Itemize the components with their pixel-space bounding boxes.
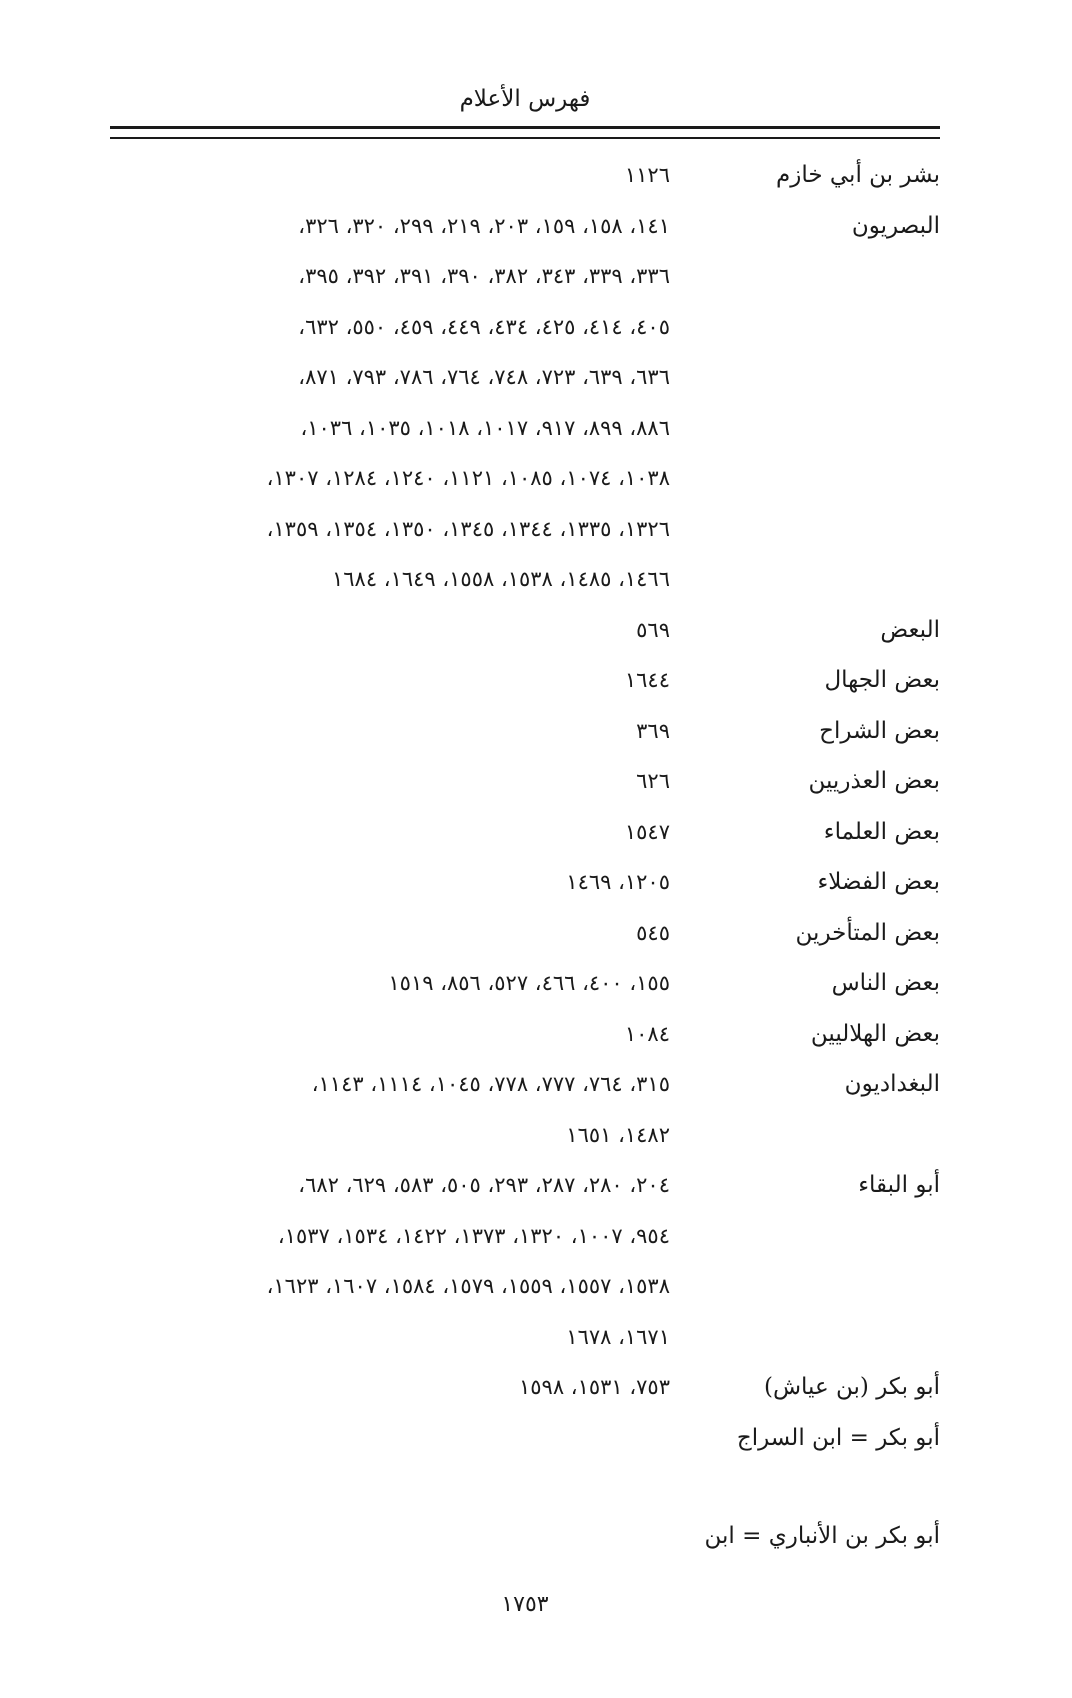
header-rule-thin	[110, 137, 940, 139]
entry-page-refs	[110, 857, 670, 908]
page-ref-line: ١٠٨٤	[624, 1021, 670, 1046]
index-entry	[110, 1059, 940, 1160]
entry-page-refs	[110, 1059, 670, 1160]
entry-page-refs	[110, 1009, 670, 1060]
entry-name: بعض الشراح	[819, 717, 940, 744]
page-ref-line: ٣٦٩	[636, 718, 670, 743]
entry-page-refs	[110, 1160, 670, 1362]
entry-name: بعض الهلاليين	[810, 1020, 940, 1047]
index-entry	[110, 150, 940, 201]
index-entry	[110, 605, 940, 656]
page-ref-line: ١٥٤٧	[624, 819, 670, 844]
page-ref-line: ٩٥٤، ١٠٠٧، ١٣٢٠، ١٣٧٣، ١٤٢٢، ١٥٣٤، ١٥٣٧،	[277, 1223, 670, 1248]
index-entry	[110, 1362, 940, 1413]
entry-name: أبو البقاء	[858, 1172, 940, 1198]
page-ref-line: ١٢٠٥، ١٤٦٩	[566, 870, 670, 894]
entry-page-refs	[110, 201, 670, 605]
page-ref-line: ٦٣٦، ٦٣٩، ٧٢٣، ٧٤٨، ٧٦٤، ٧٨٦، ٧٩٣، ٨٧١،	[298, 365, 670, 389]
running-head: فهرس الأعلام	[459, 86, 591, 112]
index-entry	[110, 706, 940, 757]
page-ref-line: ١١٢٦	[624, 163, 670, 187]
entry-name: بعض المتأخرين	[795, 919, 940, 946]
page-ref-line: ١٤٨٢، ١٦٥١	[566, 1122, 670, 1147]
entry-name: البعض	[880, 616, 940, 643]
index-entry	[110, 1009, 940, 1060]
page-ref-line: ٢٠٤، ٢٨٠، ٢٨٧، ٢٩٣، ٥٠٥، ٥٨٣، ٦٢٩، ٦٨٢،	[298, 1173, 670, 1197]
entry-name: البغداديون	[844, 1071, 940, 1097]
index-entry	[110, 201, 940, 605]
header-rule-thick	[110, 126, 940, 129]
entry-name: أبو بكر (بن عياش)	[763, 1374, 940, 1400]
entry-name: بعض الناس	[831, 970, 940, 996]
page-ref-line	[110, 1511, 670, 1562]
index-entry	[110, 756, 940, 807]
index-entry	[110, 1413, 940, 1464]
page-ref-line: ١٦٧١، ١٦٧٨	[566, 1324, 670, 1349]
page-ref-line: ٣٣٦، ٣٣٩، ٣٤٣، ٣٨٢، ٣٩٠، ٣٩١، ٣٩٢، ٣٩٥،	[298, 264, 670, 288]
page-ref-line: ٥٦٩	[636, 617, 670, 642]
page-ref-line: ١٤١، ١٥٨، ١٥٩، ٢٠٣، ٢١٩، ٢٩٩، ٣٢٠، ٣٢٦،	[298, 213, 670, 238]
index-of-names	[110, 150, 940, 1562]
index-entry	[110, 1160, 940, 1362]
index-entry	[110, 958, 940, 1009]
entry-page-refs	[110, 706, 670, 757]
entry-page-refs	[110, 1511, 670, 1562]
page-ref-line: ٧٥٣، ١٥٣١، ١٥٩٨	[519, 1375, 670, 1399]
page-ref-line: ٨٨٦، ٨٩٩، ٩١٧، ١٠١٧، ١٠١٨، ١٠٣٥، ١٠٣٦،	[300, 415, 670, 440]
entry-name: أبو بكر بن الأنباري = ابن	[704, 1523, 940, 1549]
entry-page-refs	[110, 1362, 670, 1413]
index-entry	[110, 807, 940, 858]
page-ref-line: ١٥٥، ٤٠٠، ٤٦٦، ٥٢٧، ٨٥٦، ١٥١٩	[388, 971, 670, 995]
entry-name: بعض العذريين	[808, 768, 940, 794]
page-ref-line: ١٦٤٤	[624, 668, 670, 692]
entry-page-refs	[110, 1413, 670, 1464]
entry-page-refs	[110, 807, 670, 858]
index-entry	[110, 908, 940, 959]
page-ref-line: ١٤٦٦، ١٤٨٥، ١٥٣٨، ١٥٥٨، ١٦٤٩، ١٦٨٤	[331, 567, 670, 591]
entry-page-refs	[110, 150, 670, 201]
entry-name: بعض العلماء	[823, 818, 940, 845]
entry-name: بعض الفضلاء	[817, 869, 940, 895]
page-ref-line: ١٣٢٦، ١٣٣٥، ١٣٤٤، ١٣٤٥، ١٣٥٠، ١٣٥٤، ١٣٥٩،	[266, 516, 670, 541]
entry-page-refs	[110, 908, 670, 959]
page-ref-line	[110, 1413, 670, 1464]
index-entry	[110, 857, 940, 908]
page-number: ١٧٥٣	[501, 1592, 549, 1617]
page-ref-line: ٤٠٥، ٤١٤، ٤٢٥، ٤٣٤، ٤٤٩، ٤٥٩، ٥٥٠، ٦٣٢،	[298, 314, 670, 339]
entry-name: بشر بن أبي خازم	[776, 162, 940, 188]
index-entry	[110, 1511, 940, 1562]
entry-page-refs	[110, 958, 670, 1009]
page-ref-line: ٣١٥، ٧٦٤، ٧٧٧، ٧٧٨، ١٠٤٥، ١١١٤، ١١٤٣،	[311, 1072, 670, 1096]
entry-name: أبو بكر = ابن السراج	[736, 1424, 940, 1451]
entry-page-refs	[110, 655, 670, 706]
index-entry	[110, 655, 940, 706]
page-ref-line: ٥٤٥	[636, 920, 670, 945]
entry-page-refs	[110, 756, 670, 807]
page-ref-line: ٦٢٦	[636, 769, 670, 793]
page-ref-line: ١٠٣٨، ١٠٧٤، ١٠٨٥، ١١٢١، ١٢٤٠، ١٢٨٤، ١٣٠٧،	[266, 466, 670, 490]
entry-name: البصريون	[851, 212, 940, 239]
page-ref-line: ١٥٣٨، ١٥٥٧، ١٥٥٩، ١٥٧٩، ١٥٨٤، ١٦٠٧، ١٦٢٣،	[266, 1274, 670, 1298]
entry-name: بعض الجهال	[824, 667, 940, 693]
entry-page-refs	[110, 605, 670, 656]
